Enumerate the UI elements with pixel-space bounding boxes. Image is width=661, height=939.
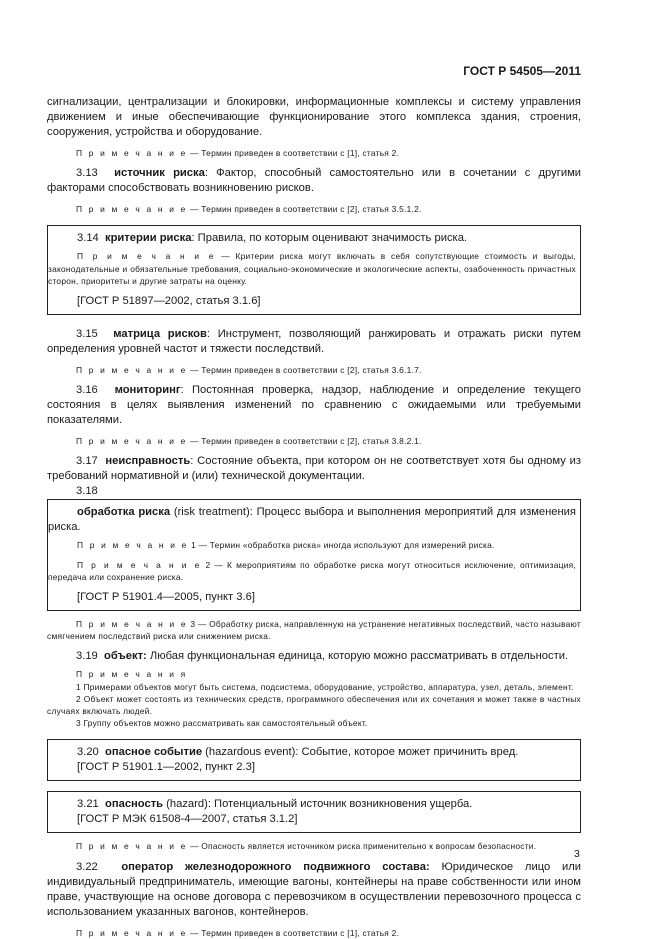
note-label: П р и м е ч а н и е [76,365,188,376]
note [47,203,581,215]
note-label: П р и м е ч а н и е [76,927,188,938]
term-number: 3.19 [76,650,98,663]
note-label: П р и м е ч а н и е [77,251,216,262]
term-number: 3.13 [76,167,98,180]
term-3-21 [48,797,576,812]
term-number: 3.15 [76,328,98,341]
note [47,840,581,852]
term-3-13 [47,166,581,196]
term-number: 3.14 [77,232,99,245]
term-3-15 [47,327,581,357]
term-name: опасность [105,798,164,811]
term-name: мониторинг [114,384,181,397]
term-number: 3.20 [77,746,99,759]
note-text: 3 — Обработку риска, направленную на устранение негативных последствий, часто называют смягчением последствий риска или снижением риска. [47,619,581,642]
term-name: объект: [104,650,147,663]
term-name: матрица рисков [113,328,207,341]
term-3-18-box [47,499,581,611]
page-number: 3 [574,848,580,860]
term-name: опасное событие [105,746,203,759]
source-reference: [ГОСТ Р 51901.4—2005, пункт 3.6] [77,591,255,604]
note [48,539,576,551]
source-reference: [ГОСТ Р 51901.1—2002, пункт 2.3] [77,761,255,774]
note-text: — Термин приведен в соответствии с [2], статья 3.6.1.7. [187,365,422,376]
note [47,927,581,939]
term-number: 3.17 [76,455,98,468]
note-text: — Термин приведен в соответствии с [2], статья 3.8.2.1. [187,436,422,447]
note-item: 1 Примерами объектов могут быть система, подсистема, оборудование, устройство, аппаратура, узел, деталь, элемент. [76,681,574,692]
note-text: — Опасность является источником риска применительно к вопросам безопасности. [187,841,537,852]
term-name: критерии риска [105,232,192,245]
note [48,250,576,287]
note [47,618,581,642]
note-label: П р и м е ч а н и е [76,436,188,447]
term-definition: : Постоянная проверка, надзор, наблюдение и определение текущего состояния в целях выявления изменений по сравнению с ожидаемыми или требуемыми показателями. [47,384,581,427]
term-definition: (hazardous event): Событие, которое может причинить вред. [202,746,519,759]
term-number-3-18: 3.18 [76,485,98,498]
term-3-14 [48,231,576,246]
term-3-22 [47,860,581,920]
note-label: П р и м е ч а н и е [76,204,188,215]
term-3-14-box [47,225,581,315]
note-label: П р и м е ч а н и е [77,540,189,551]
term-name: обработка риска [77,506,171,519]
term-3-19 [47,649,581,664]
term-number: 3.16 [76,384,98,397]
term-3-20-box [47,739,581,781]
term-name: оператор железнодорожного подвижного состава: [121,860,430,873]
note-text: 1 — Термин «обработка риска» иногда используют для измерений риска. [188,540,495,551]
term-number: 3.22 [76,860,98,873]
term-definition: : Состояние объекта, при котором он не соответствует хотя бы одному из требований нормативной и (или) технической документации. [47,455,581,483]
term-3-21-box [47,791,581,833]
term-definition: Юридическое лицо или индивидуальный предприниматель, имеющие вагоны, контейнеры на праве собственности или ином праве, участвующие на основе договора с перевозчиком в осуществлении перевозочного процесса с использованием указанных вагонов, контейнеров. [47,860,582,918]
note-label: П р и м е ч а н и е [77,559,202,570]
notes-heading: П р и м е ч а н и я [76,669,188,680]
term-3-20 [48,745,576,760]
source-reference: [ГОСТ Р 51897—2002, статья 3.1.6] [77,295,261,308]
note-text: — Термин приведен в соответствии с [1], статья 2. [187,927,400,938]
document-number: ГОСТ Р 54505—2011 [463,64,581,78]
note [47,147,581,159]
note [47,364,581,376]
note-item: 2 Объект может состоять из технических средств, программного обеспечения или их сочетания и может также в частных случаях включать людей. [47,693,581,717]
note-item: 3 Группу объектов можно рассматривать как самостоятельный объект. [76,718,368,729]
note-label: П р и м е ч а н и е [76,619,188,630]
page-body [47,95,581,939]
term-3-16 [47,383,581,428]
term-definition: (risk treatment): Процесс выбора и выполнения мероприятий для изменения риска. [48,506,576,534]
term-name: неисправность [105,455,191,468]
note [48,559,576,583]
term-3-18 [48,505,576,535]
note-text: 2 — К мероприятиям по обработке риска могут относиться исключение, оптимизация, передача или сохранение риска. [48,559,577,582]
note [47,435,581,447]
term-definition: Любая функциональная единица, которую можно рассматривать в отдельности. [146,650,569,663]
term-definition: (hazard): Потенциальный источник возникновения ущерба. [163,798,473,811]
term-definition: : Фактор, способный самостоятельно или в сочетании с другими факторами способствовать возникновению рисков. [47,167,582,195]
note-text: — Термин приведен в соответствии с [2], статья 3.5.1.2. [187,204,422,215]
note-text: — Критерии риска могут включать в себя сопутствующие стоимость и выгоды, законодательные и обязательные требования, социально-экономические и экологические аспекты, озабоченность причастных сторон, приоритеты и другие затраты на оценку. [48,251,576,286]
source-reference: [ГОСТ Р МЭК 61508-4—2007, статья 3.1.2] [77,813,298,826]
term-number: 3.21 [77,798,99,811]
note-label: П р и м е ч а н и е [76,841,188,852]
term-3-17 [47,454,581,484]
term-definition: : Инструмент, позволяющий ранжировать и отражать риски путем определения уровней частот и тяжести последствий. [47,328,582,356]
note-label: П р и м е ч а н и е [76,148,188,158]
term-name: источник риска [114,167,205,180]
continued-paragraph: сигнализации, централизации и блокировки, информационные комплексы и систему управления движением и иные обеспечивающие функционирование этого комплекса здания, строения, сооружения, устройства и оборудование. [47,96,581,138]
note-text: — Термин приведен в соответствии с [1], статья 2. [187,148,400,158]
term-definition: : Правила, по которым оценивают значимость риска. [191,232,468,245]
